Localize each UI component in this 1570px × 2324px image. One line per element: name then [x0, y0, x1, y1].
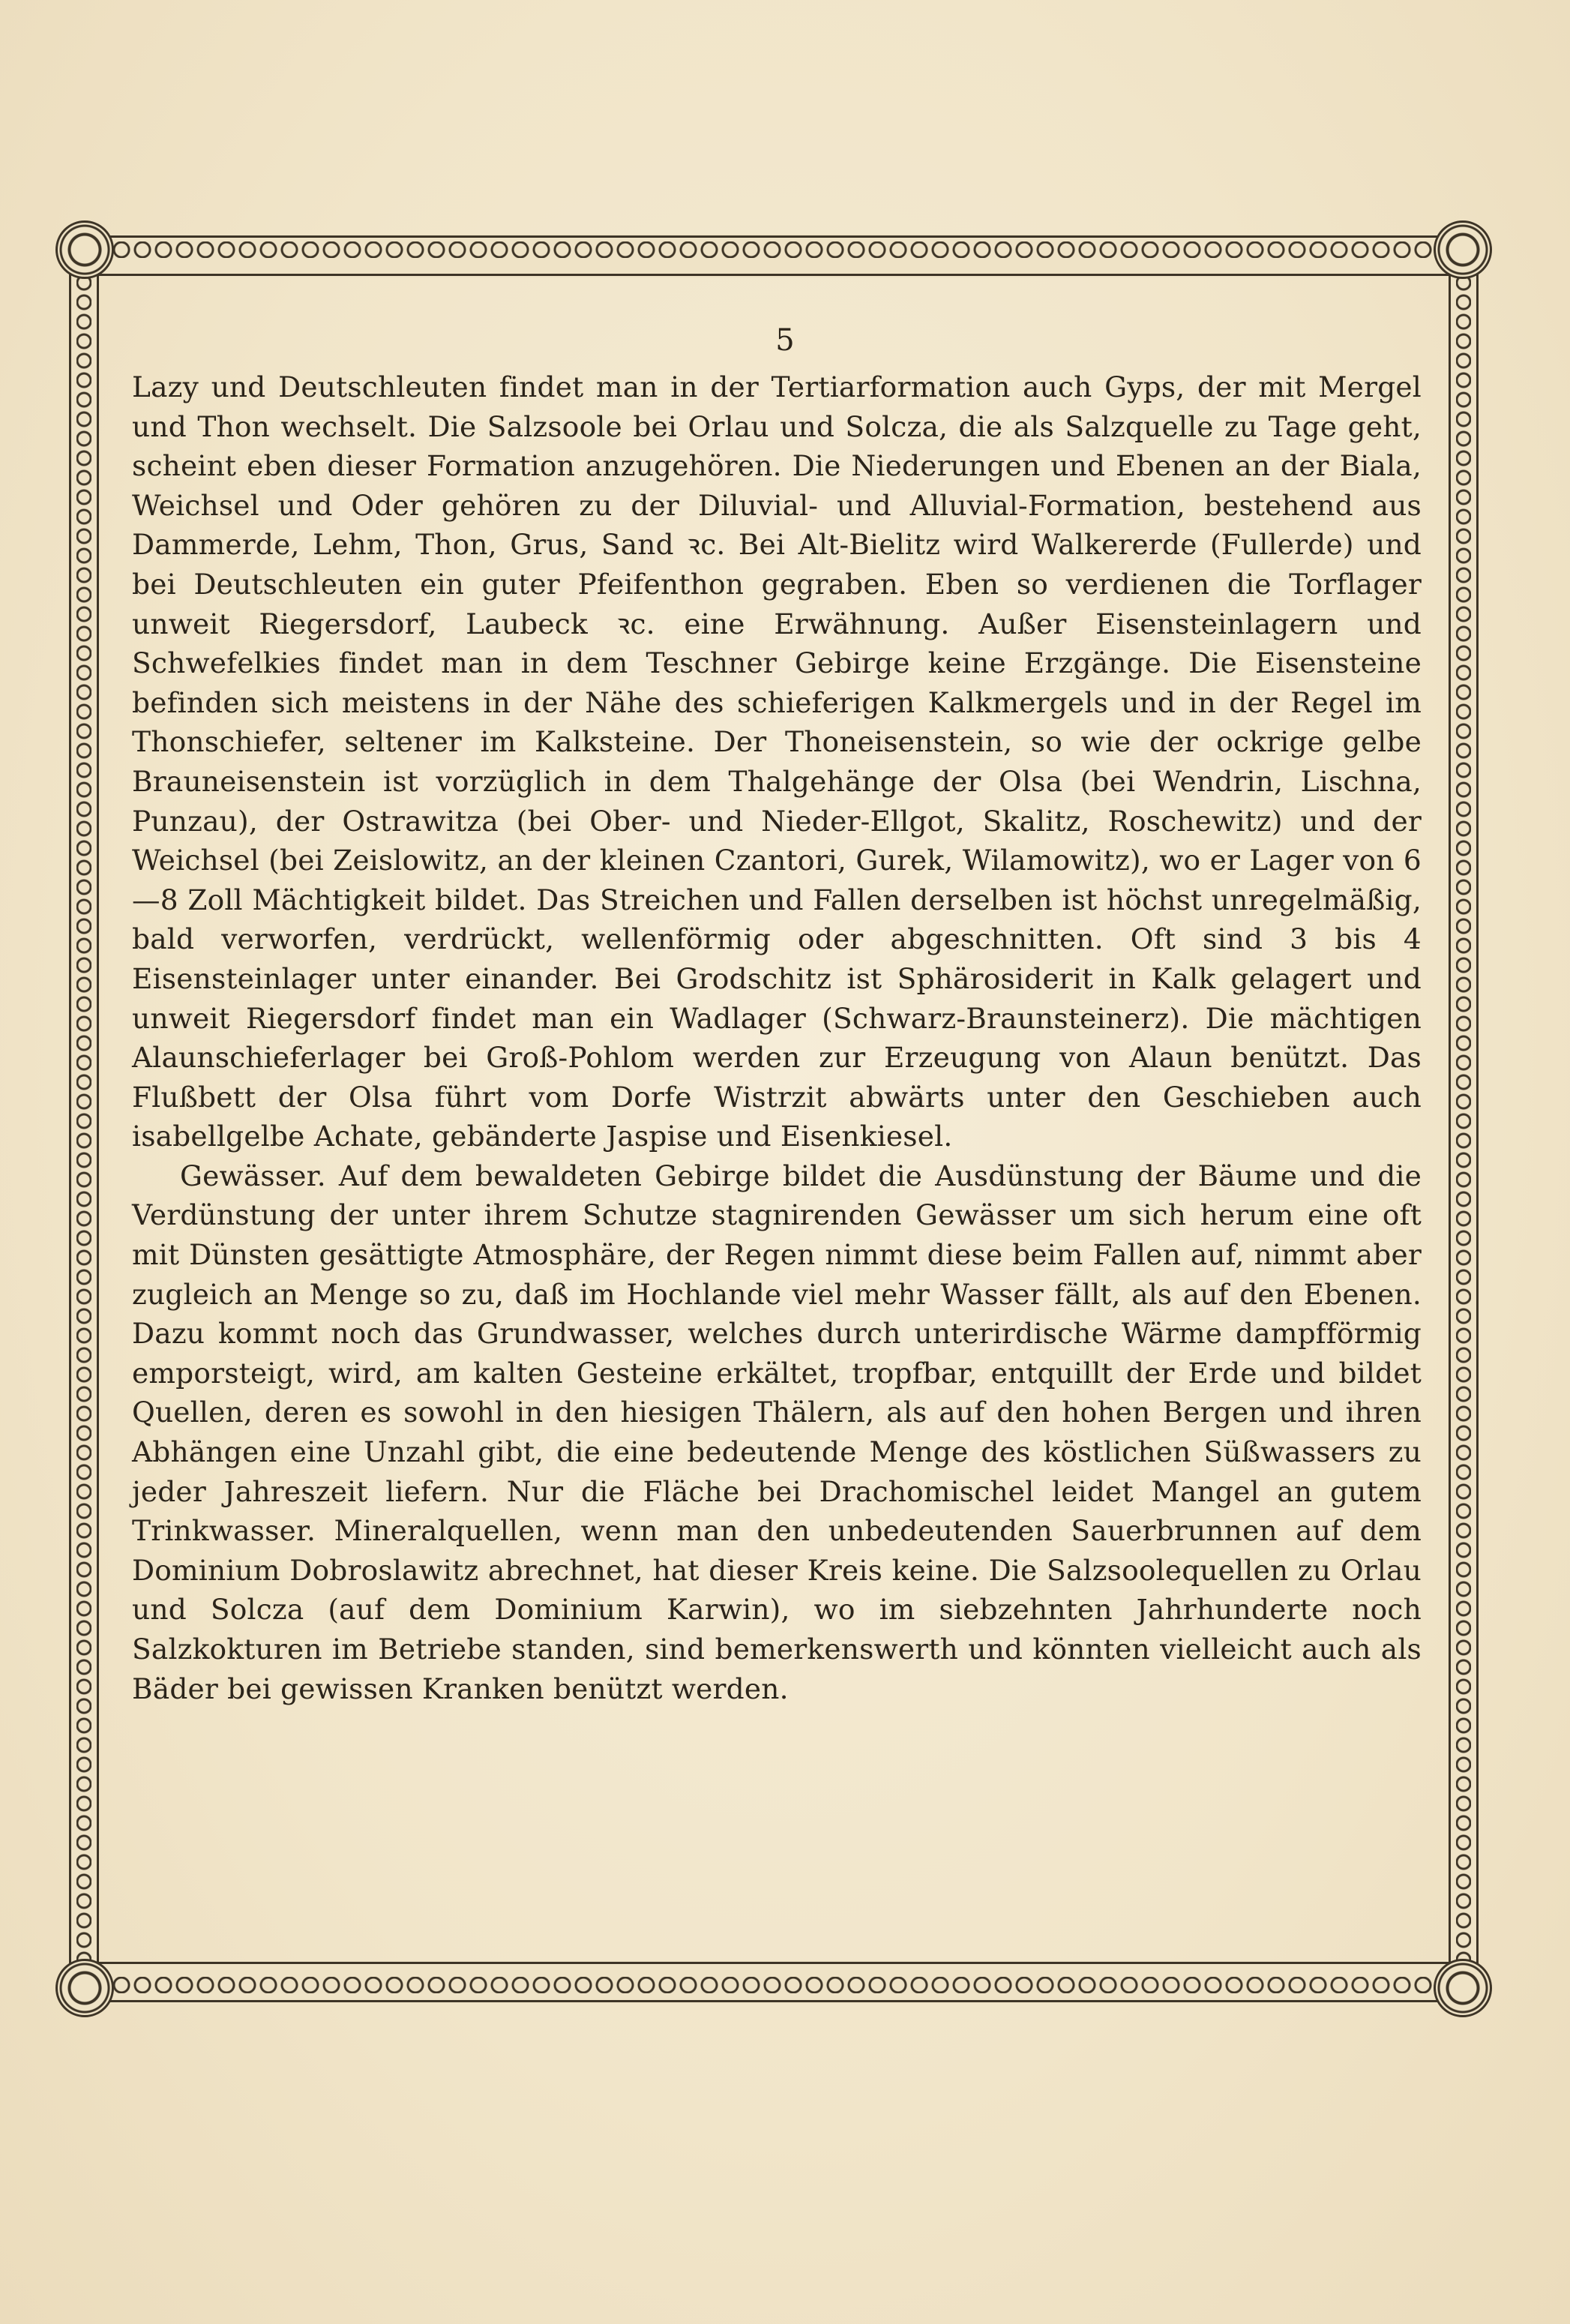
body-text: [132, 367, 1422, 1708]
border-bottom: [69, 1960, 1479, 2004]
border-top: [69, 234, 1479, 277]
border-right: [1449, 234, 1479, 2004]
paragraph-geology: Lazy und Deutschleuten findet man in der Tertiarformation auch Gyps, der mit Mergel und Thon wechselt. Die Salzsoole bei Orlau und Solcza, die als Salzquelle zu Tage geht, scheint eben dieser Formation anzugehören. Die Niederungen und Ebenen an der Biala, Weichsel und Oder gehören zu der Diluvial- und Alluvial-Formation, bestehend aus Dammerde, Lehm, Thon, Grus, Sand ꝛc. Bei Alt-Bielitz wird Walkererde (Fullerde) und bei Deutschleuten ein guter Pfeifenthon gegraben. Eben so verdienen die Torflager unweit Riegersdorf, Laubeck ꝛc. eine Erwähnung. Außer Eisensteinlagern und Schwefelkies findet man in dem Teschner Gebirge keine Erzgänge. Die Eisensteine befinden sich meistens in der Nähe des schieferigen Kalkmergels und in der Regel im Thonschiefer, seltener im Kalksteine. Der Thoneisenstein, so wie der ockrige gelbe Brauneisenstein ist vorzüglich in dem Thalgehänge der Olsa (bei Wendrin, Lischna, Punzau), der Ostrawitza (bei Ober- und Nieder-Ellgot, Skalitz, Roschewitz) und der Weichsel (bei Zeislowitz, an der kleinen Czantori, Gurek, Wilamowitz), wo er Lager von 6—8 Zoll Mächtigkeit bildet. Das Streichen und Fallen derselben ist höchst unregelmäßig, bald verworfen, verdrückt, wellenförmig oder abgeschnitten. Oft sind 3 bis 4 Eisensteinlager unter einander. Bei Grodschitz ist Sphärosiderit in Kalk gelagert und unweit Riegersdorf findet man ein Wadlager (Schwarz-Braunsteinerz). Die mächtigen Alaunschieferlager bei Groß-Pohlom werden zur Erzeugung von Alaun benützt. Das Flußbett der Olsa führt vom Dorfe Wistrzit abwärts unter den Geschieben auch isabellgelbe Achate, gebänderte Jaspise und Eisenkiesel.: [132, 370, 1422, 1153]
border-left: [69, 234, 99, 2004]
page-number: 5: [775, 323, 795, 358]
corner-ornament-bottom-right: [1434, 1959, 1492, 2017]
corner-ornament-top-right: [1434, 220, 1492, 279]
corner-ornament-top-left: [55, 220, 114, 279]
paragraph-waters: Gewässer. Auf dem bewaldeten Gebirge bildet die Ausdünstung der Bäume und die Verdünstung der unter ihrem Schutze stagnirenden Gewässer um sich herum eine oft mit Dünsten gesättigte Atmosphäre, der Regen nimmt diese beim Fallen auf, nimmt aber zugleich an Menge so zu, daß im Hochlande viel mehr Wasser fällt, als auf den Ebenen. Dazu kommt noch das Grundwasser, welches durch unterirdische Wärme dampfförmig emporsteigt, wird, am kalten Gesteine erkältet, tropfbar, entquillt der Erde und bildet Quellen, deren es sowohl in den hiesigen Thälern, als auf den hohen Bergen und ihren Abhängen eine Unzahl gibt, die eine bedeutende Menge des köstlichen Süßwassers zu jeder Jahreszeit liefern. Nur die Fläche bei Drachomischel leidet Mangel an gutem Trinkwasser. Mineralquellen, wenn man den unbedeutenden Sauerbrunnen auf dem Dominium Dobroslawitz abrechnet, hat dieser Kreis keine. Die Salzsoolequellen zu Orlau und Solcza (auf dem Dominium Karwin), wo im siebzehnten Jahrhunderte noch Salzkokturen im Betriebe standen, sind bemerkenswerth und könnten vielleicht auch als Bäder bei gewissen Kranken benützt werden.: [132, 1159, 1422, 1705]
corner-ornament-bottom-left: [55, 1959, 114, 2017]
